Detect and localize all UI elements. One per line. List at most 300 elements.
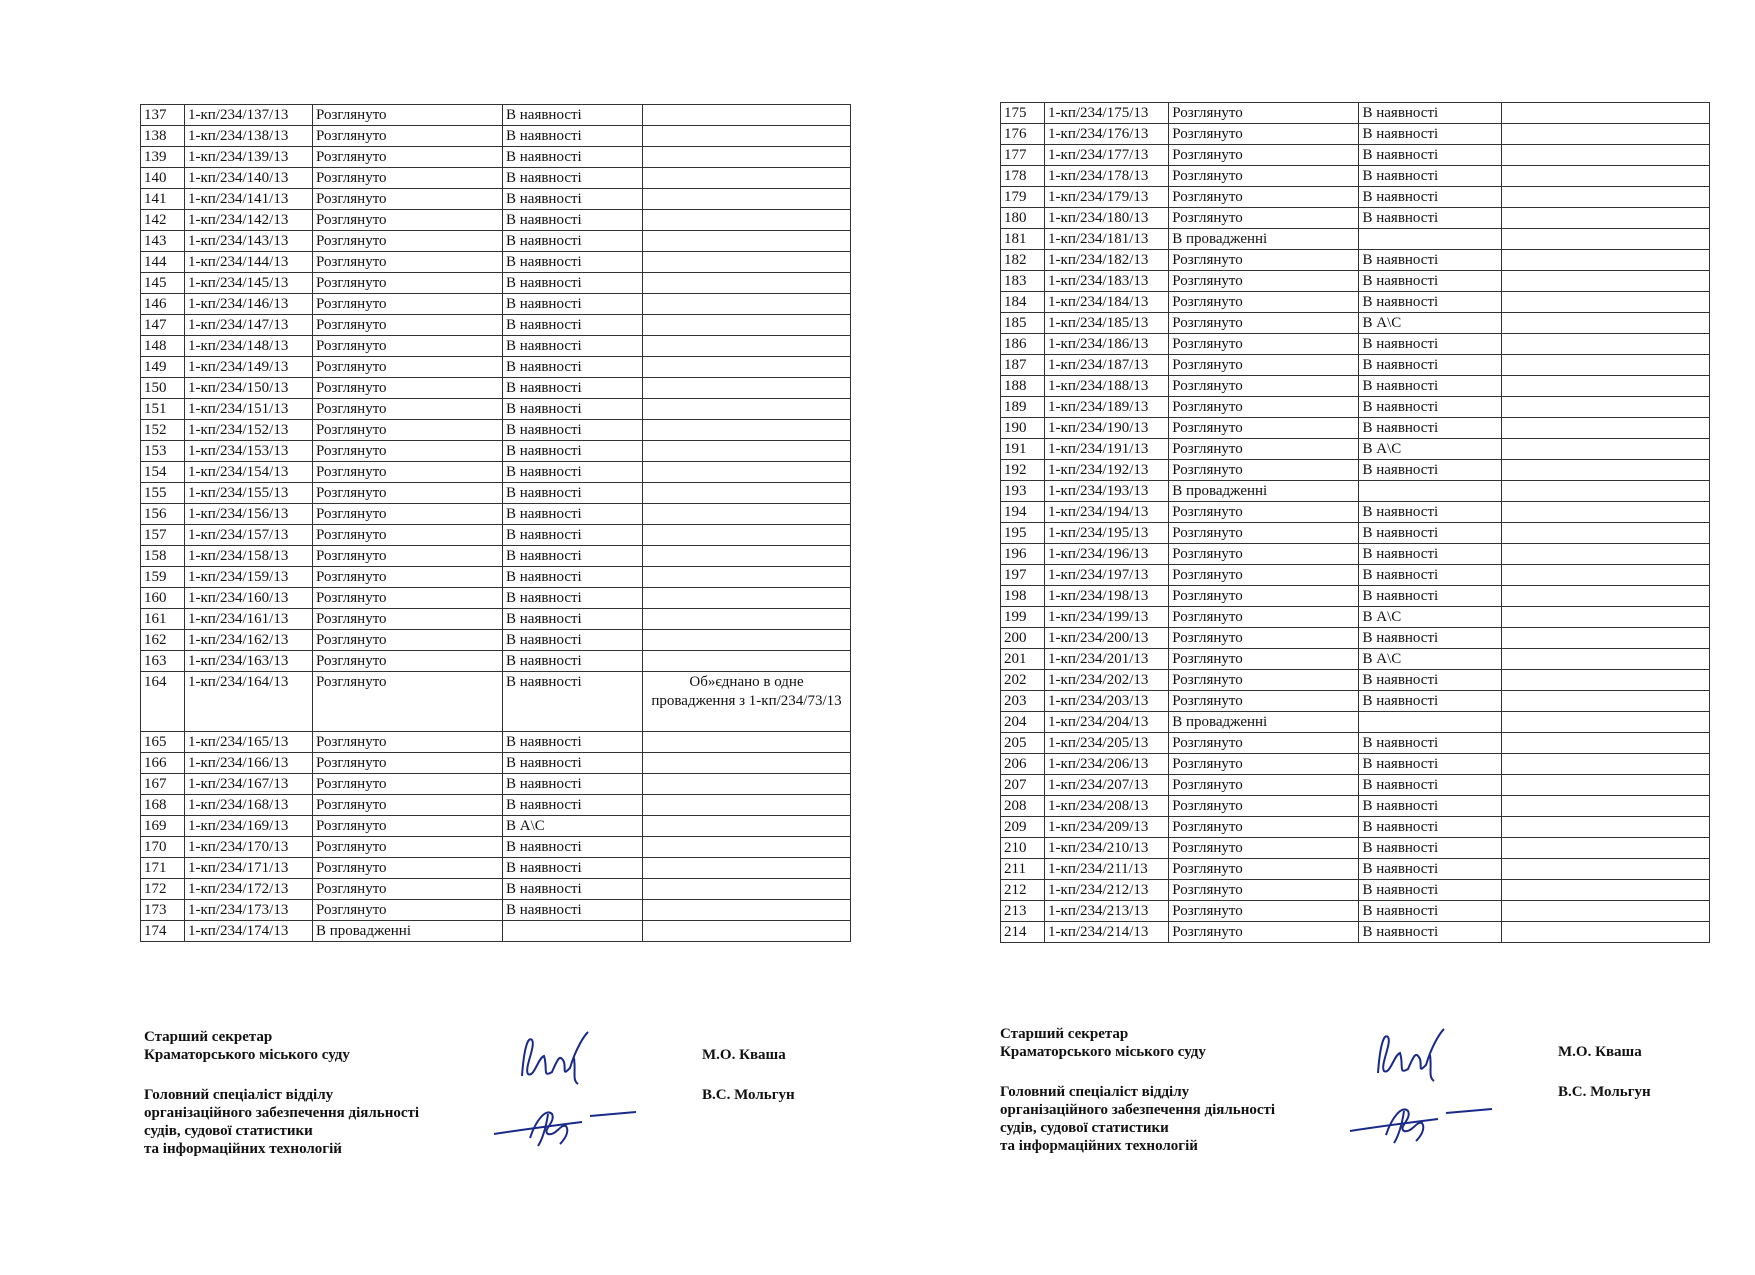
case-number: 1-кп/234/189/13 xyxy=(1045,397,1169,418)
table-row xyxy=(141,774,851,795)
row-number: 154 xyxy=(141,462,185,483)
case-status: Розглянуто xyxy=(313,672,503,732)
case-status: Розглянуто xyxy=(1169,544,1359,565)
note xyxy=(1501,250,1709,271)
note xyxy=(643,483,851,504)
file-location: В наявності xyxy=(1359,565,1501,586)
case-number: 1-кп/234/179/13 xyxy=(1045,187,1169,208)
file-location: В наявності xyxy=(1359,544,1501,565)
case-status: Розглянуто xyxy=(1169,418,1359,439)
row-number: 204 xyxy=(1001,712,1045,733)
case-number: 1-кп/234/142/13 xyxy=(185,210,313,231)
file-location: В наявності xyxy=(1359,922,1501,943)
row-number: 160 xyxy=(141,588,185,609)
case-status: Розглянуто xyxy=(313,816,503,837)
note xyxy=(643,315,851,336)
case-number: 1-кп/234/199/13 xyxy=(1045,607,1169,628)
case-status: Розглянуто xyxy=(313,900,503,921)
table-row xyxy=(141,546,851,567)
row-number: 178 xyxy=(1001,166,1045,187)
case-status: Розглянуто xyxy=(313,273,503,294)
file-location: В наявності xyxy=(503,357,643,378)
row-number: 138 xyxy=(141,126,185,147)
file-location: В наявності xyxy=(503,483,643,504)
row-number: 194 xyxy=(1001,502,1045,523)
register-table-right xyxy=(1000,102,1710,943)
row-number: 170 xyxy=(141,837,185,858)
table-row xyxy=(1001,649,1710,670)
file-location: В наявності xyxy=(503,420,643,441)
note xyxy=(643,336,851,357)
signatory-1-role: Старший секретар Краматорського міського суду xyxy=(144,1029,350,1063)
table-row xyxy=(1001,544,1710,565)
case-status: Розглянуто xyxy=(313,609,503,630)
case-number: 1-кп/234/162/13 xyxy=(185,630,313,651)
case-number: 1-кп/234/201/13 xyxy=(1045,649,1169,670)
case-status: Розглянуто xyxy=(1169,313,1359,334)
table-row xyxy=(141,126,851,147)
case-status: Розглянуто xyxy=(313,336,503,357)
case-number: 1-кп/234/173/13 xyxy=(185,900,313,921)
table-row xyxy=(141,567,851,588)
file-location: В наявності xyxy=(503,774,643,795)
case-number: 1-кп/234/161/13 xyxy=(185,609,313,630)
row-number: 180 xyxy=(1001,208,1045,229)
note xyxy=(643,189,851,210)
case-number: 1-кп/234/212/13 xyxy=(1045,880,1169,901)
note xyxy=(643,441,851,462)
table-row xyxy=(141,210,851,231)
file-location: В наявності xyxy=(1359,460,1501,481)
case-number: 1-кп/234/171/13 xyxy=(185,858,313,879)
table-row xyxy=(1001,754,1710,775)
note xyxy=(643,126,851,147)
note xyxy=(643,732,851,753)
file-location: В наявності xyxy=(1359,271,1501,292)
file-location: В наявності xyxy=(503,672,643,732)
case-status: Розглянуто xyxy=(1169,502,1359,523)
file-location: В наявності xyxy=(503,609,643,630)
note xyxy=(1501,355,1709,376)
table-row xyxy=(1001,103,1710,124)
case-status: Розглянуто xyxy=(1169,607,1359,628)
table-row xyxy=(141,378,851,399)
file-location: В наявності xyxy=(1359,733,1501,754)
table-row xyxy=(141,672,851,732)
case-number: 1-кп/234/206/13 xyxy=(1045,754,1169,775)
case-status: Розглянуто xyxy=(1169,460,1359,481)
table-row xyxy=(141,147,851,168)
row-number: 209 xyxy=(1001,817,1045,838)
case-status: Розглянуто xyxy=(1169,250,1359,271)
case-status: Розглянуто xyxy=(1169,775,1359,796)
row-number: 198 xyxy=(1001,586,1045,607)
row-number: 149 xyxy=(141,357,185,378)
row-number: 143 xyxy=(141,231,185,252)
case-status: Розглянуто xyxy=(1169,922,1359,943)
table-row xyxy=(1001,565,1710,586)
table-row xyxy=(1001,838,1710,859)
note xyxy=(643,462,851,483)
register-table-left xyxy=(140,104,851,942)
file-location: В наявності xyxy=(503,126,643,147)
file-location: В наявності xyxy=(1359,628,1501,649)
file-location: В наявності xyxy=(1359,103,1501,124)
case-status: В провадженні xyxy=(1169,229,1359,250)
file-location: В наявності xyxy=(503,567,643,588)
note xyxy=(643,630,851,651)
case-number: 1-кп/234/202/13 xyxy=(1045,670,1169,691)
case-number: 1-кп/234/148/13 xyxy=(185,336,313,357)
table-row xyxy=(141,837,851,858)
note xyxy=(1501,586,1709,607)
table-row xyxy=(141,753,851,774)
case-status: Розглянуто xyxy=(1169,649,1359,670)
note xyxy=(643,546,851,567)
file-location: В наявності xyxy=(1359,418,1501,439)
case-status: Розглянуто xyxy=(1169,586,1359,607)
case-number: 1-кп/234/190/13 xyxy=(1045,418,1169,439)
case-number: 1-кп/234/210/13 xyxy=(1045,838,1169,859)
note xyxy=(643,210,851,231)
row-number: 208 xyxy=(1001,796,1045,817)
row-number: 173 xyxy=(141,900,185,921)
table-row xyxy=(1001,397,1710,418)
note xyxy=(1501,838,1709,859)
file-location: В наявності xyxy=(1359,397,1501,418)
note xyxy=(1501,565,1709,586)
note xyxy=(643,609,851,630)
case-status: Розглянуто xyxy=(313,357,503,378)
note xyxy=(1501,271,1709,292)
note xyxy=(1501,922,1709,943)
table-row xyxy=(1001,460,1710,481)
table-row xyxy=(141,630,851,651)
file-location xyxy=(1359,229,1501,250)
table-row xyxy=(1001,796,1710,817)
case-status: В провадженні xyxy=(313,921,503,942)
note xyxy=(1501,334,1709,355)
row-number: 137 xyxy=(141,105,185,126)
case-status: Розглянуто xyxy=(1169,901,1359,922)
note xyxy=(1501,544,1709,565)
note xyxy=(643,399,851,420)
case-number: 1-кп/234/178/13 xyxy=(1045,166,1169,187)
file-location: В наявності xyxy=(1359,124,1501,145)
case-number: 1-кп/234/149/13 xyxy=(185,357,313,378)
file-location: В наявності xyxy=(503,105,643,126)
case-number: 1-кп/234/213/13 xyxy=(1045,901,1169,922)
file-location: В наявності xyxy=(1359,859,1501,880)
case-status: Розглянуто xyxy=(1169,733,1359,754)
table-row xyxy=(141,483,851,504)
row-number: 213 xyxy=(1001,901,1045,922)
case-number: 1-кп/234/170/13 xyxy=(185,837,313,858)
case-number: 1-кп/234/160/13 xyxy=(185,588,313,609)
note xyxy=(643,816,851,837)
table-row xyxy=(141,732,851,753)
row-number: 207 xyxy=(1001,775,1045,796)
row-number: 190 xyxy=(1001,418,1045,439)
case-number: 1-кп/234/155/13 xyxy=(185,483,313,504)
case-number: 1-кп/234/195/13 xyxy=(1045,523,1169,544)
case-status: Розглянуто xyxy=(1169,880,1359,901)
note xyxy=(643,504,851,525)
row-number: 176 xyxy=(1001,124,1045,145)
case-status: Розглянуто xyxy=(1169,838,1359,859)
case-number: 1-кп/234/140/13 xyxy=(185,168,313,189)
table-row xyxy=(141,609,851,630)
table-row xyxy=(1001,145,1710,166)
note xyxy=(1501,628,1709,649)
note xyxy=(643,753,851,774)
case-number: 1-кп/234/165/13 xyxy=(185,732,313,753)
case-status: Розглянуто xyxy=(313,879,503,900)
note xyxy=(1501,166,1709,187)
case-number: 1-кп/234/180/13 xyxy=(1045,208,1169,229)
case-number: 1-кп/234/209/13 xyxy=(1045,817,1169,838)
case-number: 1-кп/234/144/13 xyxy=(185,252,313,273)
case-number: 1-кп/234/184/13 xyxy=(1045,292,1169,313)
file-location: В наявності xyxy=(503,858,643,879)
note xyxy=(1501,208,1709,229)
case-number: 1-кп/234/177/13 xyxy=(1045,145,1169,166)
file-location: В наявності xyxy=(503,879,643,900)
case-status: Розглянуто xyxy=(313,525,503,546)
table-row xyxy=(141,921,851,942)
note xyxy=(643,858,851,879)
case-number: 1-кп/234/157/13 xyxy=(185,525,313,546)
file-location: В А\С xyxy=(1359,649,1501,670)
case-status: Розглянуто xyxy=(313,399,503,420)
table-row xyxy=(1001,775,1710,796)
case-status: Розглянуто xyxy=(313,147,503,168)
case-number: 1-кп/234/185/13 xyxy=(1045,313,1169,334)
row-number: 150 xyxy=(141,378,185,399)
case-status: Розглянуто xyxy=(313,504,503,525)
note xyxy=(1501,502,1709,523)
note xyxy=(643,378,851,399)
row-number: 175 xyxy=(1001,103,1045,124)
row-number: 186 xyxy=(1001,334,1045,355)
note xyxy=(1501,376,1709,397)
case-number: 1-кп/234/156/13 xyxy=(185,504,313,525)
table-row xyxy=(141,231,851,252)
note xyxy=(643,921,851,942)
signature-block-left xyxy=(144,1028,854,1178)
case-status: Розглянуто xyxy=(313,294,503,315)
case-status: Розглянуто xyxy=(313,588,503,609)
row-number: 159 xyxy=(141,567,185,588)
note xyxy=(643,795,851,816)
note xyxy=(643,273,851,294)
table-row xyxy=(1001,733,1710,754)
file-location: В наявності xyxy=(503,378,643,399)
row-number: 172 xyxy=(141,879,185,900)
table-row xyxy=(1001,124,1710,145)
table-row xyxy=(141,441,851,462)
case-status: Розглянуто xyxy=(313,462,503,483)
row-number: 201 xyxy=(1001,649,1045,670)
table-row xyxy=(1001,355,1710,376)
row-number: 203 xyxy=(1001,691,1045,712)
case-status: Розглянуто xyxy=(313,837,503,858)
file-location xyxy=(1359,481,1501,502)
table-row xyxy=(141,105,851,126)
note xyxy=(1501,733,1709,754)
note xyxy=(643,105,851,126)
file-location: В наявності xyxy=(503,189,643,210)
file-location: В наявності xyxy=(503,441,643,462)
case-status: Розглянуто xyxy=(313,105,503,126)
file-location: В наявності xyxy=(1359,670,1501,691)
file-location: В наявності xyxy=(1359,817,1501,838)
signature-scribble-1 xyxy=(514,1028,604,1088)
case-number: 1-кп/234/198/13 xyxy=(1045,586,1169,607)
file-location: В наявності xyxy=(1359,334,1501,355)
file-location: В наявності xyxy=(503,336,643,357)
case-status: Розглянуто xyxy=(313,483,503,504)
file-location: В наявності xyxy=(1359,901,1501,922)
row-number: 179 xyxy=(1001,187,1045,208)
file-location: В наявності xyxy=(503,900,643,921)
signatory-2-name: В.С. Мольгун xyxy=(702,1087,795,1103)
file-location: В наявності xyxy=(503,210,643,231)
signature-scribble-2 xyxy=(490,1100,640,1150)
row-number: 139 xyxy=(141,147,185,168)
case-status: Розглянуто xyxy=(1169,187,1359,208)
table-row xyxy=(141,651,851,672)
case-status: Розглянуто xyxy=(1169,523,1359,544)
table-row xyxy=(1001,229,1710,250)
note xyxy=(1501,229,1709,250)
case-status: Розглянуто xyxy=(1169,334,1359,355)
row-number: 185 xyxy=(1001,313,1045,334)
row-number: 193 xyxy=(1001,481,1045,502)
case-status: Розглянуто xyxy=(313,858,503,879)
file-location: В А\С xyxy=(503,816,643,837)
file-location: В наявності xyxy=(503,651,643,672)
case-number: 1-кп/234/197/13 xyxy=(1045,565,1169,586)
table-row xyxy=(141,879,851,900)
file-location: В наявності xyxy=(503,147,643,168)
signature-block-right xyxy=(1000,1025,1710,1175)
case-status: Розглянуто xyxy=(1169,397,1359,418)
signatory-1-role: Старший секретар Краматорського міського суду xyxy=(1000,1026,1206,1060)
file-location: В наявності xyxy=(503,399,643,420)
case-number: 1-кп/234/188/13 xyxy=(1045,376,1169,397)
file-location: В наявності xyxy=(1359,292,1501,313)
file-location: В А\С xyxy=(1359,607,1501,628)
case-status: Розглянуто xyxy=(1169,796,1359,817)
case-number: 1-кп/234/191/13 xyxy=(1045,439,1169,460)
file-location: В наявності xyxy=(1359,376,1501,397)
case-number: 1-кп/234/154/13 xyxy=(185,462,313,483)
case-number: 1-кп/234/143/13 xyxy=(185,231,313,252)
case-number: 1-кп/234/183/13 xyxy=(1045,271,1169,292)
row-number: 171 xyxy=(141,858,185,879)
table-row xyxy=(141,795,851,816)
case-number: 1-кп/234/172/13 xyxy=(185,879,313,900)
note xyxy=(1501,439,1709,460)
signatory-2-role: Головний спеціаліст відділу організаційного забезпечення діяльності судів, судової статистики та інформаційних технологій xyxy=(1000,1084,1276,1154)
row-number: 165 xyxy=(141,732,185,753)
row-number: 188 xyxy=(1001,376,1045,397)
note xyxy=(1501,481,1709,502)
case-number: 1-кп/234/138/13 xyxy=(185,126,313,147)
case-status: Розглянуто xyxy=(313,732,503,753)
note xyxy=(1501,313,1709,334)
table-row xyxy=(1001,418,1710,439)
note xyxy=(1501,901,1709,922)
case-number: 1-кп/234/200/13 xyxy=(1045,628,1169,649)
file-location: В наявності xyxy=(503,462,643,483)
note xyxy=(1501,796,1709,817)
note xyxy=(1501,775,1709,796)
table-row xyxy=(1001,922,1710,943)
row-number: 205 xyxy=(1001,733,1045,754)
table-row xyxy=(1001,670,1710,691)
case-status: Розглянуто xyxy=(1169,355,1359,376)
file-location: В наявності xyxy=(503,231,643,252)
file-location: В наявності xyxy=(503,732,643,753)
case-number: 1-кп/234/181/13 xyxy=(1045,229,1169,250)
row-number: 199 xyxy=(1001,607,1045,628)
case-number: 1-кп/234/167/13 xyxy=(185,774,313,795)
note xyxy=(1501,880,1709,901)
file-location: В наявності xyxy=(503,504,643,525)
case-status: Розглянуто xyxy=(1169,628,1359,649)
case-number: 1-кп/234/164/13 xyxy=(185,672,313,732)
signature-scribble-2 xyxy=(1346,1097,1496,1147)
file-location: В наявності xyxy=(1359,880,1501,901)
file-location: В наявності xyxy=(503,315,643,336)
case-status: Розглянуто xyxy=(1169,208,1359,229)
case-status: Розглянуто xyxy=(313,420,503,441)
case-status: Розглянуто xyxy=(313,315,503,336)
note xyxy=(643,252,851,273)
table-row xyxy=(1001,376,1710,397)
case-status: Розглянуто xyxy=(1169,376,1359,397)
row-number: 148 xyxy=(141,336,185,357)
file-location: В наявності xyxy=(1359,502,1501,523)
note xyxy=(1501,649,1709,670)
table-row xyxy=(141,189,851,210)
case-status: Розглянуто xyxy=(313,189,503,210)
case-number: 1-кп/234/208/13 xyxy=(1045,796,1169,817)
case-number: 1-кп/234/159/13 xyxy=(185,567,313,588)
signatory-1-name: М.О. Кваша xyxy=(1558,1044,1642,1060)
signatory-2-role: Головний спеціаліст відділу організаційного забезпечення діяльності судів, судової статистики та інформаційних технологій xyxy=(144,1087,420,1157)
table-row xyxy=(141,357,851,378)
note xyxy=(643,357,851,378)
file-location: В наявності xyxy=(503,168,643,189)
table-row xyxy=(1001,313,1710,334)
note xyxy=(1501,460,1709,481)
file-location: В наявності xyxy=(503,273,643,294)
case-number: 1-кп/234/151/13 xyxy=(185,399,313,420)
note xyxy=(1501,670,1709,691)
file-location: В А\С xyxy=(1359,313,1501,334)
file-location: В наявності xyxy=(503,252,643,273)
file-location: В наявності xyxy=(503,630,643,651)
table-row xyxy=(1001,187,1710,208)
case-number: 1-кп/234/150/13 xyxy=(185,378,313,399)
file-location: В наявності xyxy=(1359,187,1501,208)
row-number: 200 xyxy=(1001,628,1045,649)
case-number: 1-кп/234/152/13 xyxy=(185,420,313,441)
file-location: В наявності xyxy=(1359,355,1501,376)
